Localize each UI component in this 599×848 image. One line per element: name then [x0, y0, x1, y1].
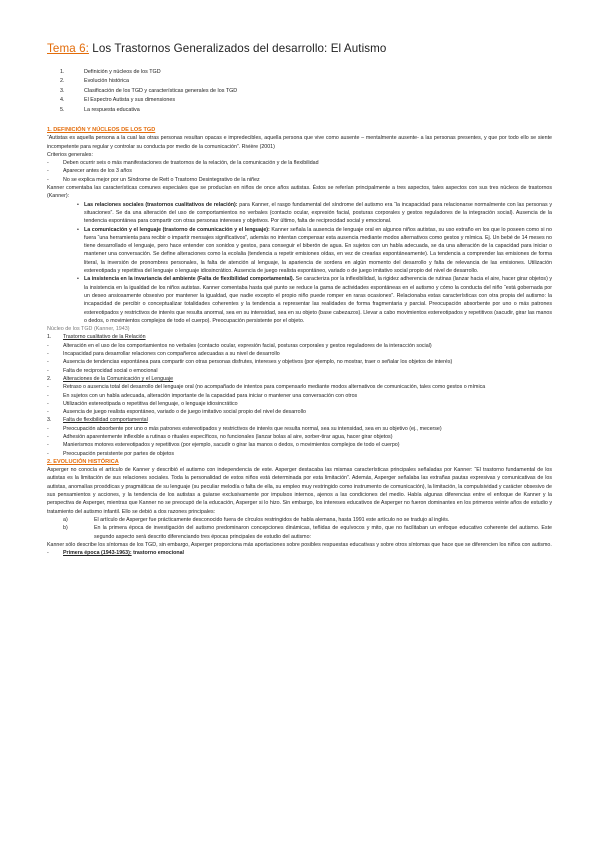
criteria-item: - No se explica mejor por un Síndrome de Rett o Trastorno Desintegrativo de la niñez	[47, 176, 552, 184]
topic-number: Tema 6:	[47, 42, 89, 55]
nucleus-item: • La insistencia en la invariancia del ambiente (Falta de flexibilidad comportamental). Se caracteriza por la inflexibilidad, la rigidez adherencia de rutinas (lanzar hacia el aire, hacer girar objetos) y la insistencia en la igualdad de los niños autistas. Kanner comentaba hasta qué punto se reduce la gama de actividades espontáneas en el autismo y cómo la conducta del niño “está gobernada por un deseo ansiosamente obsesivo por mantener la igualdad, que nadie excepto el propio niño puede romper en raras ocasiones”. Relacionaba estas características con otra propia del autismo: la incapacidad de percibir o conceptualizar totalidades coherentes y la tendencia a representar las realidades de forma fragmentaria y parcial. Preocupación absorbente por uno o más patrones estereotipados y restrictivos de interés que resulta anormal, sea en su intensidad, sea en su objeto (base cabezazos). Llevar a cabo movimientos estereotipados y repetitivos (sacudir, girar las manos o dedos, o movimientos complejos de todo el cuerpo). Preocupación persistente por el objeto.	[47, 275, 552, 325]
toc-item: 4. El Espectro Autista y sus dimensiones	[60, 97, 176, 104]
nucleus-item: • La comunicación y el lenguaje (trastorno de comunicación y el lenguaje): Kanner señala la ausencia de lenguaje oral en algunos niños autistas, su uso extraño en los que lo poseen como si no fuera “una herramienta para recibir o impartir mensajes significativos”, además no intentan compensar esta ausencia mediante modos alternativos como gestos y mímica. Ej. Un bebé de 14 meses no tiene desarrollado el lenguaje, pero hace entender con sonidos y gestos, para conseguir el biberón de agua. En sujetos con un habla adecuada, se da una alteración de la capacidad para iniciar o mantener una conversación. Se define alteraciones como la ecolalia (tendencia a repetir emisiones oídas, en vez de crearlas espontáneamente). La tendencia a comprender las emisiones de forma literal, la inversión de pronombres personales, la falta de atención al lenguaje, la apariencia de sordera en algún momento del desarrollo y falta de relevancia de las emisiones. Utilización estereotipada y repetitiva del lenguaje o lenguaje idiosincrático. Ausencia de juego realista espontáneo, variado o de juego imitativo social propio del nivel de desarrollo.	[47, 226, 552, 276]
group-item: - En sujetos con un habla adecuada, alteración importante de la capacidad para iniciar o mantener una conversación con otros	[47, 392, 552, 400]
criteria-label: Criterios generales:	[47, 151, 93, 158]
topic-title: Los Trastornos Generalizados del desarrollo: El Autismo	[88, 42, 387, 55]
nuclei-subheading: Núcleo de los TGD (Kanner, 1943)	[47, 326, 130, 333]
group-item: - Retraso o ausencia total del desarrollo del lenguaje oral (no acompañado de intentos para compensarlo mediante modos alternativos de comunicación, tales como gestos o mímica	[47, 383, 552, 391]
toc-item: 1. Definición y núcleos de los TGD	[60, 69, 161, 75]
group-item: - Ausencia de juego realista espontáneo, variado o de juego imitativo social propio del nivel de desarrollo	[47, 408, 552, 416]
group-item: - Adhesión aparentemente inflexible a rutinas o rituales específicos, no funcionales (lanzar bolas al aire, sorber-tirar agua, hacer girar objetos)	[47, 433, 552, 441]
group-item: - Alteración en el uso de los comportamientos no verbales (contacto ocular, expresión facial, posturas corporales y gestos reguladores de la interacción social)	[47, 342, 552, 350]
reason-item: a) El artículo de Asperger fue prácticamente desconocido fuera de círculos restringidos de habla alemana, hasta 1991 este artículo no se tradujo al inglés.	[63, 516, 450, 523]
toc-item: 3. Clasificación de los TGD y características generales de los TGD	[60, 87, 238, 94]
table-of-contents	[60, 68, 237, 115]
criteria-item: - Deben ocurrir seis o más manifestaciones de trastornos de la relación, de la comunicación y de la flexibilidad	[47, 159, 552, 167]
group-item: - Preocupación absorbente por uno o más patrones estereotipados y restrictivos de interés que resulta normal, sea su intensidad, sea en su objetivo (ej., mecerse)	[47, 425, 552, 433]
group-item: - Falta de reciprocidad social o emocional	[47, 367, 552, 375]
epoch-item: - Primera época (1943-1963): trastorno emocional	[47, 549, 552, 557]
section-1	[47, 126, 552, 557]
group-item: - Incapacidad para desarrollar relaciones con compañeros adecuadas a su nivel de desarrollo	[47, 350, 552, 358]
group-item: - Manierismos motores estereotipados y repetitivos (por ejemplo, sacudir o girar las manos o dedos, o movimientos complejos de todo el cuerpo)	[47, 441, 552, 449]
criteria-item: - Aparecer antes de los 3 años	[47, 167, 552, 175]
reason-item: b) En la primera época de investigación del autismo predominaron concepciones dinámicas, teñidas de equívocos y mito, que no facilitaban un enfoque educativo coherente del autismo. Este segundo aspecto será descrito diferenciando tres épocas principales de estudio del autismo:	[63, 525, 552, 540]
group-title: 1. Trastorno cualitativo de la Relación	[47, 334, 146, 341]
section-heading: 2. EVOLUCIÓN HISTÓRICA	[47, 458, 119, 465]
group-item: - Utilización estereotipada o repetitiva del lenguaje, o lenguaje idiosincrático	[47, 400, 552, 408]
group-title: 2. Alteraciones de la Comunicación y el Lenguaje	[47, 375, 174, 382]
group-title: 3. Falta de flexibilidad comportamental	[47, 417, 148, 424]
toc-item: 5. La respuesta educativa	[60, 106, 140, 113]
page-title	[47, 42, 386, 55]
group-item: - Preocupación persistente por partes de objetos	[47, 450, 552, 458]
section-heading: 1. DEFINICIÓN Y NÚCLEOS DE LOS TGD	[47, 127, 156, 133]
rivere-quote: “Autistas es aquella persona a la cual las otras personas resultan opacas e impredecibles, aquella persona que vive como ausente – mentalmente ausente- a las personas presentes, y que por todo ello se siente incompetente para regular y controlar su conducta por medio de la comunicación”. Rivière (2001)	[47, 135, 552, 150]
history-paragraph: Kanner sólo describe los síntomas de los TGD, sin embargo, Asperger proporciona más aportaciones sobre posibles respuestas educativas y sobre otros síntomas que hace que se diferencien los niños con autismo.	[47, 541, 552, 548]
history-paragraph: Asperger no conocía el artículo de Kanner y describió el autismo con independencia de este. Asperger destacaba las mismas características principales señaladas por Kanner: “El trastorno fundamental de los autistas es la limitación de sus relaciones sociales. Toda la personalidad de estos niños está determinada por esta limitación”. Además, Asperger señalaba las extrañas pautas expresivas y comunicativas de los autistas, anomalías prosódicas y pragmáticas de su lenguaje (su peculiar melodía o falta de ella, su empleo muy restringido como instrumento de comunicación), la limitación, la compulsividad y carácter obsesivo de sus pensamientos y acciones, y la tendencia de los autistas a guiarse exclusivamente por impulsos internos, ajenos a las condiciones del medio. Había algunas diferencias entre el enfoque de Kanner y la perspectiva de Asperger, mientras que Kanner no se preocupó de la educación, Asperger si lo hizo. Sin embargo, los intereses educativos de Asperger no fueron dominantes en los primeros veinte años de estudio y tratamiento del autismo infantil. Ello se debió a dos razones principales:	[47, 467, 552, 515]
kanner-intro: Kanner comentaba las características comunes especiales que se producían en niños de once años autistas. Éstos se referían principalmente a tres aspectos, tales aspectos con sus tres núcleos de trastornos (Kanner):	[47, 185, 552, 200]
group-item: - Ausencia de tendencias espontánea para compartir con otras personas disfrutes, intereses y objetivos (por ejemplo, no mostrar, traer o señalar los objetos de interés)	[47, 358, 552, 366]
nucleus-item: • Las relaciones sociales (trastornos cualitativos de relación): para Kanner, el rasgo fundamental del síndrome del autismo era “la incapacidad para relacionarse normalmente con las personas y situaciones”. Se da una alteración del uso de comportamientos no verbales (contacto ocular, expresión facial, posturas corporales y gestos reguladores de la integración social). Ausencia de la tendencia espontánea para compartir con otras personas intereses y objetivos. Por último, falta de reciprocidad social y emocional.	[47, 201, 552, 226]
toc-item: 2. Evolución histórica	[60, 78, 129, 85]
